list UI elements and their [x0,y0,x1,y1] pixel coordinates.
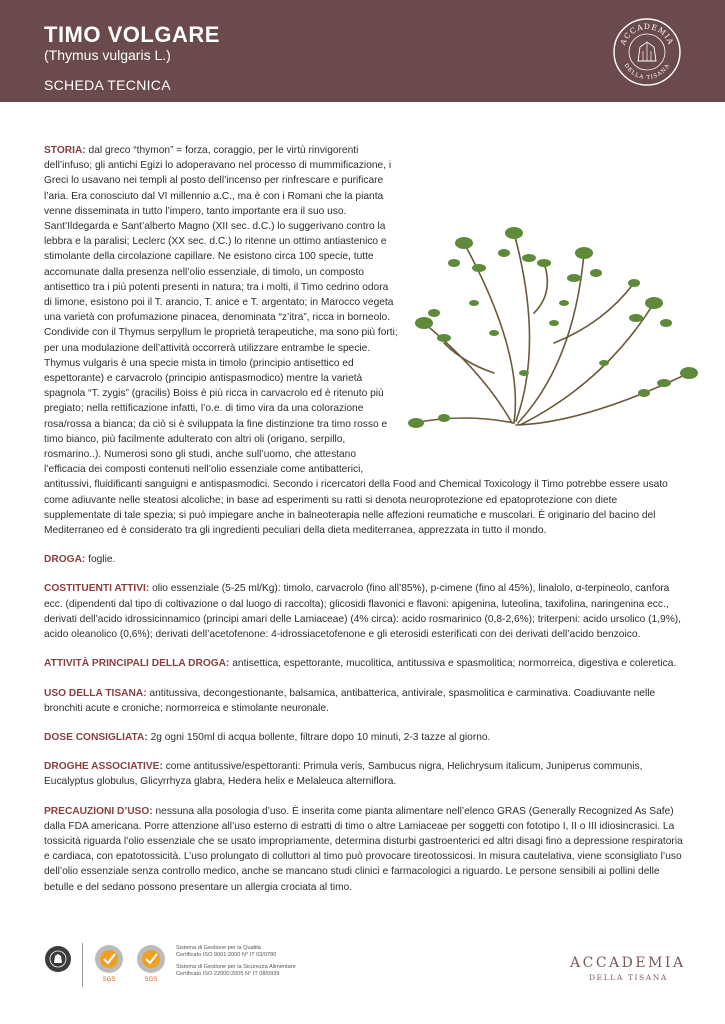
section-text: olio essenziale (5-25 ml/Kg): timolo, carvacrolo (fino all’85%), p-cimene (fino al 45%), linalolo, α-terpineolo, canfora ecc. (dipendenti dal tipo di coltivazione o dal luogo di raccolta); glicosidi flavonici e flavoni: apigenina, luteolina, taxifolina, naringenina ecc., derivati dell’acido idrossicinnamico (principi amari delle Lamiaceae) (4% circa): acido rosmarinico (0,8-2,6%); triterpeni: acido ursolico (1,9%), acido oleanolico (0,6%); derivati dell’acetofenone: 4-idrossiacetofenone e gli eterosidi esterificati con dei derivati dell’acido benzoico. [44,583,681,641]
svg-text:DELLA TISANA [623,63,672,81]
section-label: COSTITUENTI ATTIVI: [44,583,150,595]
certificate-food-safety [176,964,336,978]
section-text: come antitussive/espettoranti: Primula veris, Sambucus nigra, Helichrysum italicum, Juniperus communis, Eucalyptus globulus, Glicyrrhyza glabra, Hedera helix e Melaleuca alterniflora. [44,761,643,788]
section-precauzioni [44,804,684,895]
certificate-quality [176,945,336,959]
section-attivita [44,656,684,671]
sheet-subtitle: SCHEDA TECNICA [44,77,171,93]
brand-logo: ACCADEMIA [570,955,686,971]
section-text: antisettica, espettorante, mucolitica, antitussiva e spasmolitica; normorreica, digestiva e coleretica. [229,658,677,670]
footer [0,935,725,1024]
cert-line: Sistema di Gestione per la Sicurezza Alimentare [176,964,296,970]
academy-seal-small-icon [44,945,72,973]
section-label: USO DELLA TISANA: [44,687,147,699]
sgs-label: SGS [144,977,158,983]
section-label: DROGHE ASSOCIATIVE: [44,761,163,773]
section-text: 2g ogni 150ml di acqua bollente, filtrare dopo 10 minuti, 2-3 tazze al giorno. [147,731,491,743]
header-band [0,0,725,102]
section-label: STORIA: [44,145,86,156]
section-text: antitussiva, decongestionante, balsamica, antibatterica, antivirale, spasmolitica e carminativa. Coadiuvante nelle bronchiti acute e croniche; normorreica e stimolante neuronale. [44,687,656,714]
footer-divider [82,943,83,987]
page-title: TIMO VOLGARE [44,22,220,47]
cert-line: Certificato ISO 9001:2000 N° IT 03/0780 [176,952,277,958]
brand-logo-subtitle: DELLA TISANA [589,973,668,982]
thyme-plant-illustration [404,173,704,473]
section-label: ATTIVITÀ PRINCIPALI DELLA DROGA: [44,658,230,670]
cert-line: Sistema di Gestione per la Qualità [176,945,261,951]
section-droga [44,552,684,567]
section-droghe [44,759,684,789]
section-label: PRECAUZIONI D’USO: [44,805,153,817]
latin-name: (Thymus vulgaris L.) [44,47,171,63]
certification-badge-icon [133,943,169,983]
certification-badge-icon [91,943,127,983]
section-dosi [44,730,684,745]
cert-line: Certificato ISO 22000:2005 N° IT 08/0939 [176,971,280,977]
section-costituenti [44,581,684,642]
section-text: foglie. [85,554,116,566]
section-text: dal greco “thymon” = forza, coraggio, per le virtù rinvigorenti dell’infuso; gli antichi Egizi lo adoperavano nel processo di mummificazione, i Greci lo usavano nei templi al posto dell’incenso per rinfrescare e purificare l’aria. Era conosciuto dal VI millennio a.C., ma è con i Romani che la pianta venne disseminata in tutto l’impero, tanto importante era il suo uso. Sant’Ildegarda e Sant’alberto Magno (XII sec. d.C.) lo suggerivano contro la lebbra e la paralisi; Leclerc (XX sec. d.C.) lo ritenne un ottimo antiastenico e stimolante della circolazione capillare. Ne esistono circa 100 specie, tutte accomunate dalla presenza nell’olio essenziale, di timolo, un composto antisettico tra i più potenti presenti in natura; tra i molti, il Timo cedrino odora di limone, esistono poi il T. arancio, T. anice e T. argentato; in Marocco vegeta una varietà con profumazione pinacea, denominata “z’itra”, ricca in borneolo. Condivide con il Thymus serpyllum le proprietà terapeutiche, ma sono più forti; per una modulazione dell’attività occorrerà utilizzare entrambe le specie. Thymus vulgaris è una specie mista in timolo (principio antisettico ed espettorante) e carvacrolo (principio antispasmodico) mentre la varietà spagnola “T. zygis” (gracilis) Boiss è più ricca in carvacrolo ed è ritenuto più pregiato; nella rettificazione infatti, l’o.e. di timo vira da una colorazione rosa/rossa a bianca; da ciò si è sviluppata la fine distinzione tra timo rosso e timo bianco, più facilmente adulterato con altri oli (origano, serpillo, rosmarino..). Numerosi sono gli studi, anche sull’uomo, che attestano l’efficacia dei composti contenuti nell’olio essenziale come antibatterici, antitussivi, fluidificanti sanguigni e antispasmodici. Secondo i ricercatori della Food and Chemical Toxicology il Timo potrebbe essere usato come adiuvante nelle steatosi alcoliche; in base ad esperimenti su ratti si denota neuroprotezione ed epatoprotezione con diete supplementate di tale spezia; si può impiegare anche in balneoterapia nelle affezioni reumatiche e muscolari. È originario del bacino del Mediterraneo ed è considerato tra gli ingredienti peculiari della dieta mediterranea, apprezzata in tutto il mondo. [44,145,668,537]
seal-text-top: ACCADEMIA [618,21,676,47]
section-label: DROGA: [44,554,86,566]
section-uso [44,686,684,716]
section-text: nessuna alla posologia d’uso. È inserita come pianta alimentare nell’elenco GRAS (Generally Recognized As Safe) dalla FDA americana. Porre attenzione all’uso esterno di estratti di timo o altre Lamiaceae per soggetti con fototipo I, II o III idiosincrasici. La tossicità riguarda l’olio essenziale che se usato impropriamente, determina disturbi gastroenterici ed altri disagi fino a depressione respiratoria e cardiaca, con epatotossicità. L’uso prolungato di colluttori al timo può provocare tireotossicosi. In misura cautelativa, viene sconsigliato l’uso dell’olio essenziale senza controllo medico, anche se mancano studi clinici e farmacologici a riguardo. Le persone sensibili ai pollini delle betulle e del sedano possono presentare un allergia crociata al timo. [44,805,683,893]
content-body [44,143,684,909]
seal-text-bottom: DELLA TISANA [622,62,672,82]
sgs-label: SGS [102,977,116,983]
section-label: DOSE CONSIGLIATA: [44,731,148,743]
academy-seal-icon [612,17,682,87]
